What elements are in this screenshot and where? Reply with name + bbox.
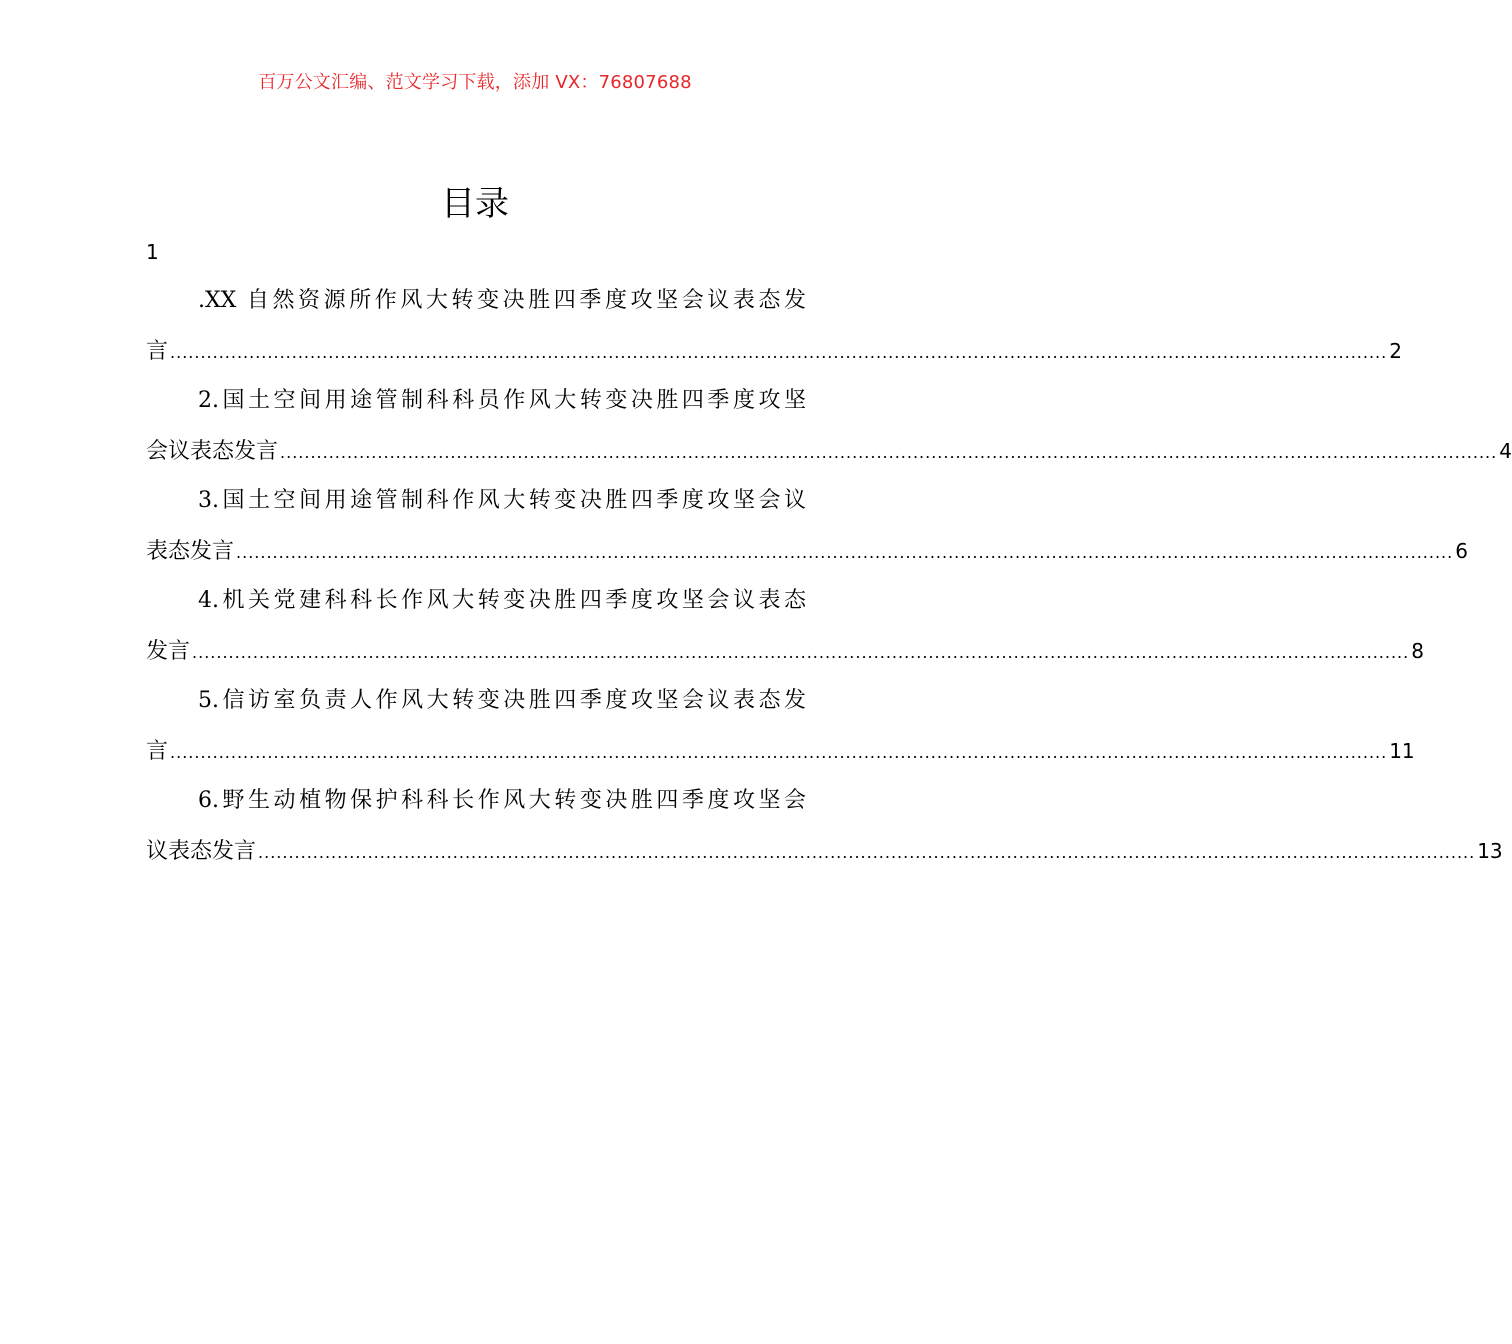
toc-page-number: 4 (1499, 439, 1512, 463)
table-of-contents (146, 232, 1512, 876)
page-title: 目录 (441, 184, 509, 224)
dot-leader: ........................................................................................................................................................................................................ (236, 543, 1454, 562)
toc-page-number: 13 (1477, 839, 1503, 863)
dot-leader: ........................................................................................................................................................................................................ (170, 343, 1388, 362)
toc-page-number: 8 (1411, 639, 1424, 663)
toc-entry-title: .XX 自然资源所作风大转变决胜四季度攻坚会议表态发 (198, 288, 806, 313)
toc-entry[interactable] (146, 776, 1503, 876)
toc-entry[interactable] (146, 576, 1424, 676)
toc-page-number: 2 (1389, 339, 1402, 363)
toc-entry[interactable] (146, 676, 1415, 776)
toc-entry[interactable] (146, 476, 1468, 576)
dot-leader: ........................................................................................................................................................................................................ (258, 843, 1476, 862)
toc-page-number: 11 (1389, 739, 1415, 763)
toc-page-number: 6 (1455, 539, 1468, 563)
toc-entry-title: 6.野生动植物保护科科长作风大转变决胜四季度攻坚会 (198, 788, 806, 813)
toc-entry-title-continued: 言 (146, 739, 169, 764)
toc-entry-title-continued: 表态发言 (146, 539, 235, 564)
toc-entry-title-continued: 发言 (146, 639, 191, 664)
watermark-header: 百万公文汇编、范文学习下载，添加 VX：76807688 (258, 72, 692, 93)
dot-leader: ........................................................................................................................................................................................................ (280, 443, 1498, 462)
toc-entry-title-continued: 会议表态发言 (146, 439, 279, 464)
toc-entry[interactable] (146, 276, 1402, 376)
toc-entry-title: 4.机关党建科科长作风大转变决胜四季度攻坚会议表态 (198, 588, 806, 613)
toc-lead-number: 1 (146, 240, 159, 264)
toc-entry-title-continued: 议表态发言 (146, 839, 257, 864)
toc-entry-title: 2.国土空间用途管制科科员作风大转变决胜四季度攻坚 (198, 388, 806, 413)
toc-entry-title: 5.信访室负责人作风大转变决胜四季度攻坚会议表态发 (198, 688, 806, 713)
toc-entry[interactable] (146, 376, 1512, 476)
dot-leader: ........................................................................................................................................................................................................ (192, 643, 1410, 662)
toc-entry-title-continued: 言 (146, 339, 169, 364)
dot-leader: ........................................................................................................................................................................................................ (170, 743, 1388, 762)
toc-entry-title: 3.国土空间用途管制科作风大转变决胜四季度攻坚会议 (198, 488, 806, 513)
